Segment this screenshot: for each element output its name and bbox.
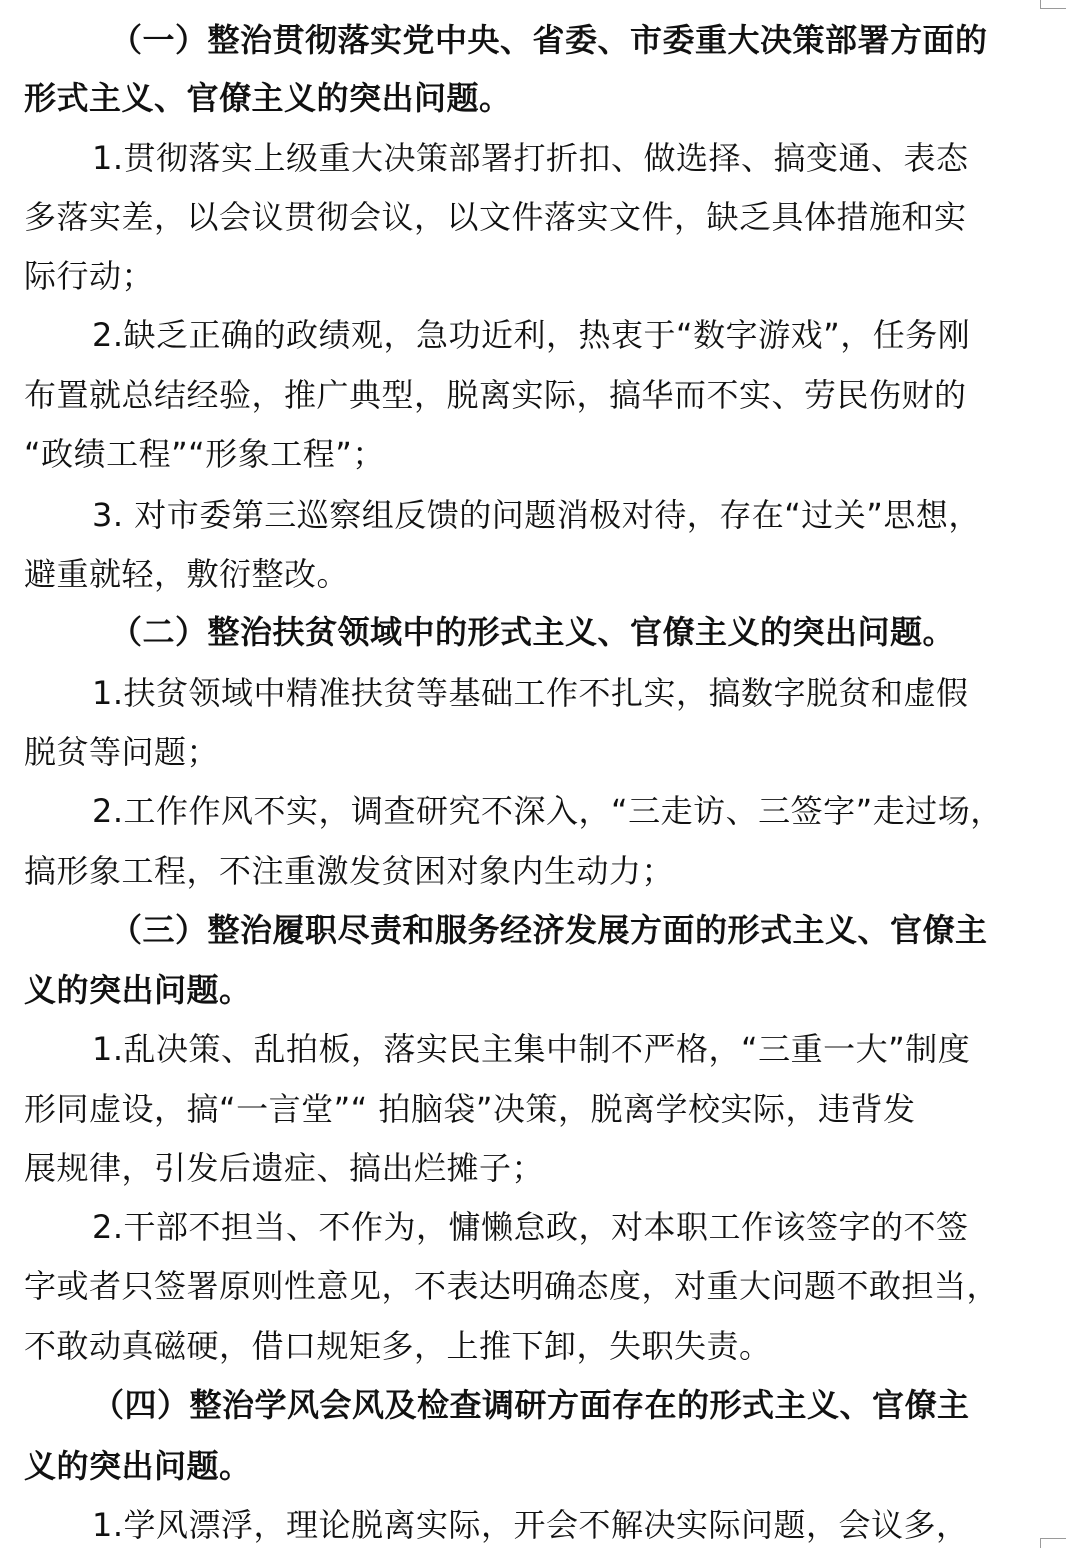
s3-item1-line2: 形同虚设，搞“一言堂”“ 拍脑袋”决策，脱离学校实际，违背发	[24, 1090, 916, 1128]
s2-item2-line2: 搞形象工程，不注重激发贫困对象内生动力；	[24, 852, 675, 890]
section-4-heading-line-1: （四）整治学风会风及检查调研方面存在的形式主义、官僚主	[92, 1386, 970, 1424]
s1-item1-line3: 际行动；	[24, 257, 155, 295]
s1-item3-line1: 3. 对市委第三巡察组反馈的问题消极对待，存在“过关”思想，	[92, 496, 981, 534]
s1-item1-line2: 多落实差，以会议贯彻会议，以文件落实文件，缺乏具体措施和实	[24, 198, 967, 236]
crop-mark-bottom-right	[1040, 1538, 1066, 1539]
section-1-heading-line-1: （一）整治贯彻落实党中央、省委、市委重大决策部署方面的	[110, 21, 988, 59]
crop-mark-top-right	[1040, 8, 1066, 9]
crop-mark-top-right-v	[1040, 0, 1041, 9]
s4-item1-line1: 1.学风漂浮，理论脱离实际，开会不解决实际问题，会议多，	[92, 1506, 969, 1544]
s3-item2-line1: 2.干部不担当、不作为，慵懒怠政，对本职工作该签字的不签	[92, 1208, 969, 1246]
crop-mark-bottom-right-v	[1040, 1538, 1041, 1548]
s1-item2-line2: 布置就总结经验，推广典型，脱离实际，搞华而不实、劳民伤财的	[24, 376, 967, 414]
s3-item2-line3: 不敢动真磁硬，借口规矩多，上推下卸，失职失责。	[24, 1327, 772, 1365]
s3-item1-line3: 展规律，引发后遗症、搞出烂摊子；	[24, 1149, 545, 1187]
section-1-heading-line-2: 形式主义、官僚主义的突出问题。	[24, 79, 512, 117]
s1-item3-line2: 避重就轻，敷衍整改。	[24, 555, 350, 593]
s3-item2-line2: 字或者只签署原则性意见，不表达明确态度，对重大问题不敢担当，	[24, 1267, 1000, 1305]
section-3-heading-line-2: 义的突出问题。	[24, 971, 252, 1009]
s2-item1-line2: 脱贫等问题；	[24, 733, 220, 771]
s1-item2-line3: “政绩工程”“形象工程”；	[24, 435, 385, 473]
s1-item2-line1: 2.缺乏正确的政绩观，急功近利，热衷于“数字游戏”，任务刚	[92, 316, 971, 354]
s2-item2-line1: 2.工作作风不实，调查研究不深入，“三走访、三签字”走过场，	[92, 792, 1003, 830]
section-2-heading: （二）整治扶贫领域中的形式主义、官僚主义的突出问题。	[110, 613, 956, 651]
section-4-heading-line-2: 义的突出问题。	[24, 1447, 252, 1485]
s3-item1-line1: 1.乱决策、乱拍板，落实民主集中制不严格，“三重一大”制度	[92, 1030, 971, 1068]
s1-item1-line1: 1.贯彻落实上级重大决策部署打折扣、做选择、搞变通、表态	[92, 139, 969, 177]
section-3-heading-line-1: （三）整治履职尽责和服务经济发展方面的形式主义、官僚主	[110, 911, 988, 949]
s2-item1-line1: 1.扶贫领域中精准扶贫等基础工作不扎实，搞数字脱贫和虚假	[92, 674, 969, 712]
